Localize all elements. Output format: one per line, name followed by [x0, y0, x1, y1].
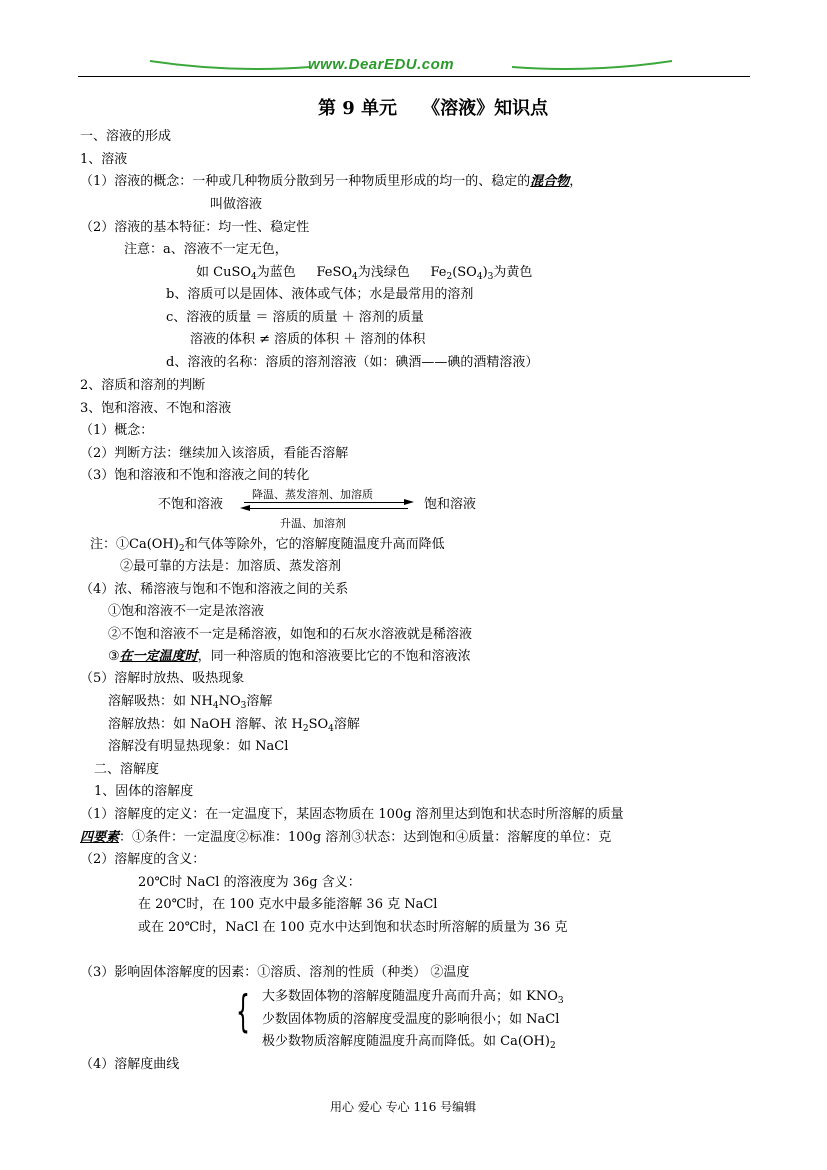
text-line: 叫做溶液 [210, 197, 263, 212]
text-line: b、溶质可以是固体、液体或气体；水是最常用的溶剂 [166, 287, 474, 302]
text-line: （3）影响固体溶解度的因素：①溶质、溶剂的性质（种类） ②温度 [80, 965, 470, 980]
section-heading: 二、溶解度 [94, 762, 160, 777]
text-line: 溶解吸热：如 $NH_4NO_3$溶解 [108, 694, 273, 711]
arrow-top-label: 降温、蒸发溶剂、加溶质 [252, 488, 373, 501]
text-line: （5）溶解时放热、吸热现象 [80, 671, 245, 686]
text-line: （4）浓、稀溶液与饱和不饱和溶液之间的关系 [80, 582, 349, 597]
header-swoosh-right [512, 58, 672, 70]
text-line: （1）溶液的概念：一种或几种物质分散到另一种物质里形成的均一的、稳定的混合物， [80, 174, 583, 189]
text-line: （1）概念： [80, 423, 154, 438]
text-line: （2）判断方法：继续加入该溶质，看能否溶解 [80, 446, 349, 461]
text-line: ③在一定温度时，同一种溶质的饱和溶液要比它的不饱和溶液浓 [108, 649, 471, 664]
text-line: 注意：a、溶液不一定无色， [124, 242, 288, 257]
text-line: 溶解放热：如 NaOH 溶解、浓 $H_2SO_4$溶解 [108, 717, 360, 734]
text-line: 四要素：①条件：一定温度②标准：100g 溶剂③状态：达到饱和④质量：溶解度的单位：克 [80, 830, 612, 845]
section-heading: 一、溶液的形成 [80, 129, 172, 144]
text-line: 或在 20℃时，NaCl 在 100 克水中达到饱和状态时所溶解的质量为 36 克 [138, 920, 568, 935]
text-line: 溶解没有明显热现象：如 NaCl [108, 739, 289, 754]
curly-brace-icon: { [236, 986, 250, 1037]
arrow-bottom-label: 升温、加溶剂 [280, 517, 346, 530]
text-line: d、溶液的名称：溶质的溶剂溶液（如：碘酒——碘的酒精溶液） [166, 355, 539, 370]
text-line: （3）饱和溶液和不饱和溶液之间的转化 [80, 468, 310, 483]
header-divider [78, 76, 750, 77]
arrow-right-label: 饱和溶液 [424, 497, 477, 512]
header-swoosh-left [150, 58, 310, 70]
arrow-left-line [248, 508, 408, 509]
subheading: 3、饱和溶液、不饱和溶液 [80, 401, 232, 416]
text-line: 如 CuSO$_4$为蓝色 FeSO$_4$为浅绿色 $Fe_2(SO_4)_3$为黄色 [196, 265, 533, 282]
text-line: 20℃时 NaCl 的溶液度为 36g 含义： [138, 875, 361, 890]
subheading: 1、溶液 [80, 152, 128, 167]
subheading: 2、溶质和溶剂的判断 [80, 378, 206, 393]
arrow-left-head [240, 505, 250, 511]
text-line: c、溶液的质量 ＝ 溶质的质量 ＋ 溶剂的质量 [166, 310, 424, 325]
text-line: 注：$①Ca(OH)_2$和气体等除外，它的溶解度随温度升高而降低 [90, 537, 445, 554]
text-line: 大多数固体物的溶解度随温度升高而升高；如 $KNO_3$ [262, 989, 564, 1006]
arrow-right-line [244, 502, 406, 503]
text-line: 少数固体物质的溶解度受温度的影响很小；如 NaCl [262, 1012, 560, 1027]
text-line: ①饱和溶液不一定是浓溶液 [108, 604, 265, 619]
text-line: （1）溶解度的定义：在一定温度下，某固态物质在 100g 溶剂里达到饱和状态时所溶解的质量 [80, 807, 624, 822]
subheading: 1、固体的溶解度 [94, 784, 194, 799]
text-line: 溶液的体积 ≠ 溶质的体积 ＋ 溶剂的体积 [190, 332, 426, 347]
text-line: 极少数物质溶解度随温度升高而降低。如 $Ca(OH)_2$ [262, 1034, 556, 1051]
text-line: ②不饱和溶液不一定是稀溶液，如饱和的石灰水溶液就是稀溶液 [108, 627, 473, 642]
arrow-left-label: 不饱和溶液 [158, 497, 224, 512]
text-line: （2）溶液的基本特征：均一性、稳定性 [80, 220, 310, 235]
text-line: ②最可靠的方法是：加溶质、蒸发溶剂 [120, 559, 342, 574]
arrow-right-head [404, 499, 414, 505]
page-title: 第 9 单元 《溶液》知识点 [318, 98, 549, 119]
text-line: （4）溶解度曲线 [80, 1057, 180, 1072]
site-logo: www.DearEDU.com [308, 56, 455, 73]
text-line: 在 20℃时，在 100 克水中最多能溶解 36 克 NaCl [138, 897, 438, 912]
page-footer: 用心 爱心 专心 116 号编辑 [330, 1100, 477, 1114]
text-line: （2）溶解度的含义： [80, 852, 206, 867]
